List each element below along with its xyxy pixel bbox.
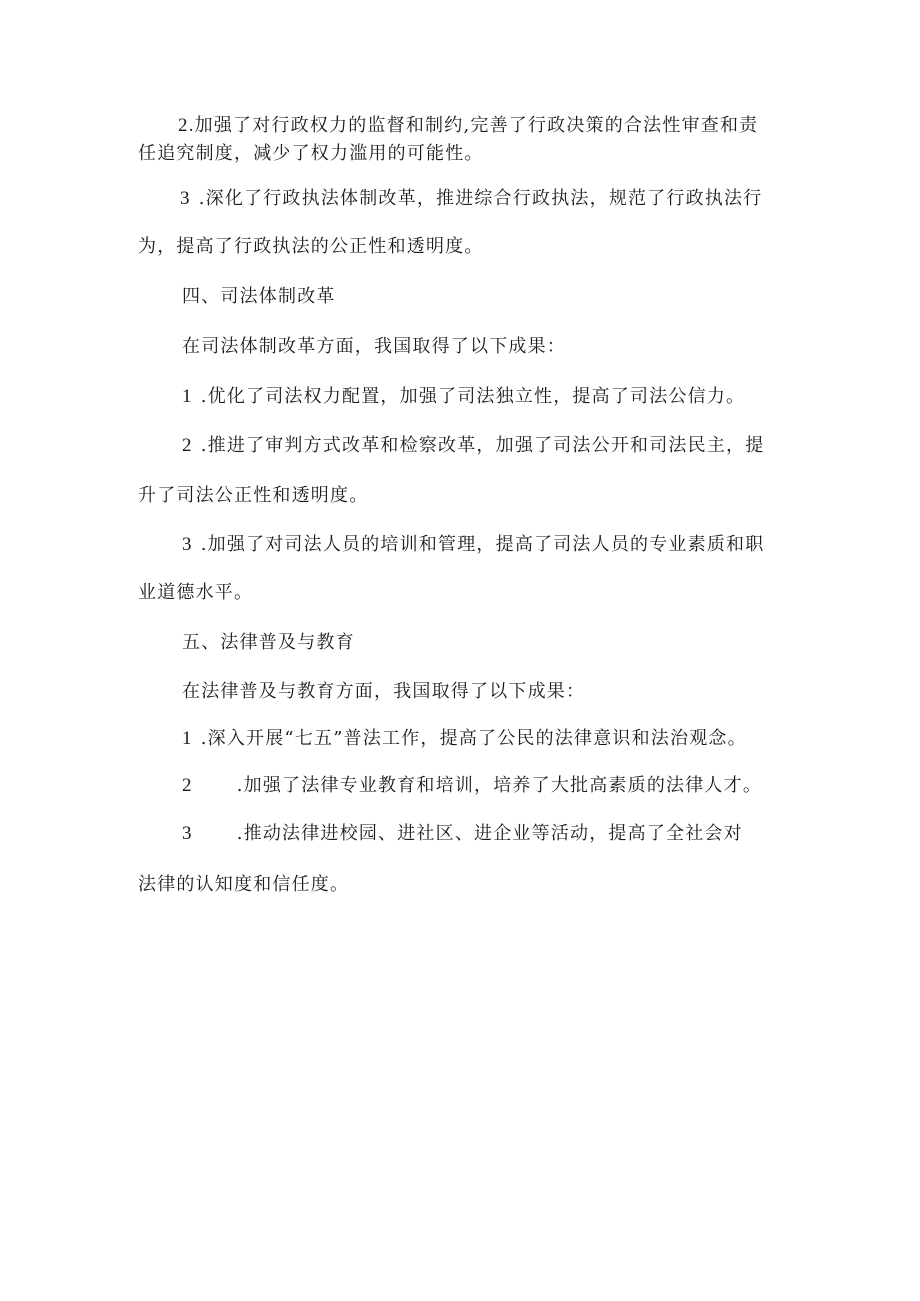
list-number: 2 bbox=[182, 435, 193, 456]
list-number: 2. bbox=[178, 115, 195, 136]
paragraph-text: .推进了审判方式改革和检察改革，加强了司法公开和司法民主，提 bbox=[200, 435, 765, 456]
section-heading: 四、司法体制改革 bbox=[182, 286, 336, 307]
paragraph-text: 升了司法公正性和透明度。 bbox=[138, 485, 369, 506]
paragraph-line bbox=[182, 385, 745, 409]
paragraph-text: .深入开展“七五”普法工作，提高了公民的法律意识和法治观念。 bbox=[200, 728, 747, 749]
section-heading: 五、法律普及与教育 bbox=[182, 632, 355, 653]
list-number: 3 bbox=[182, 534, 193, 555]
paragraph-line bbox=[182, 822, 743, 846]
paragraph-line bbox=[138, 142, 484, 166]
paragraph-line bbox=[180, 187, 762, 211]
paragraph-text: .加强了对司法人员的培训和管理，提高了司法人员的专业素质和职 bbox=[200, 534, 765, 555]
paragraph-text: 法律的认知度和信任度。 bbox=[138, 874, 350, 895]
paragraph-line bbox=[138, 235, 484, 259]
paragraph-text: .加强了法律专业教育和培训，培养了大批高素质的法律人才。 bbox=[236, 775, 763, 796]
paragraph-text: .深化了行政执法体制改革，推进综合行政执法，规范了行政执法行 bbox=[198, 188, 763, 209]
paragraph-text: .优化了司法权力配置，加强了司法独立性，提高了司法公信力。 bbox=[200, 386, 746, 407]
paragraph-text: 为，提高了行政执法的公正性和透明度。 bbox=[138, 236, 484, 257]
list-number: 1 bbox=[182, 386, 193, 407]
paragraph-text: 业道德水平。 bbox=[138, 582, 254, 603]
paragraph-line bbox=[138, 873, 349, 897]
paragraph-text: 任追究制度，减少了权力滥用的可能性。 bbox=[138, 143, 484, 164]
paragraph-line bbox=[182, 727, 747, 751]
paragraph-text: .推动法律进校园、进社区、进企业等活动，提高了全社会对 bbox=[236, 823, 743, 844]
list-number: 3 bbox=[180, 188, 191, 209]
paragraph-line bbox=[182, 774, 762, 798]
paragraph-line bbox=[178, 114, 758, 138]
paragraph-line bbox=[138, 581, 253, 605]
list-number: 1 bbox=[182, 728, 193, 749]
list-number: 2 bbox=[182, 775, 193, 796]
section-intro: 在法律普及与教育方面，我国取得了以下成果： bbox=[182, 681, 586, 702]
list-number: 3 bbox=[182, 823, 193, 844]
paragraph-line bbox=[182, 533, 764, 557]
paragraph-line bbox=[182, 434, 764, 458]
paragraph-text: 加强了对行政权力的监督和制约,完善了行政决策的合法性审查和责 bbox=[194, 115, 759, 136]
section-intro: 在司法体制改革方面，我国取得了以下成果： bbox=[182, 336, 566, 357]
paragraph-line bbox=[138, 484, 368, 508]
